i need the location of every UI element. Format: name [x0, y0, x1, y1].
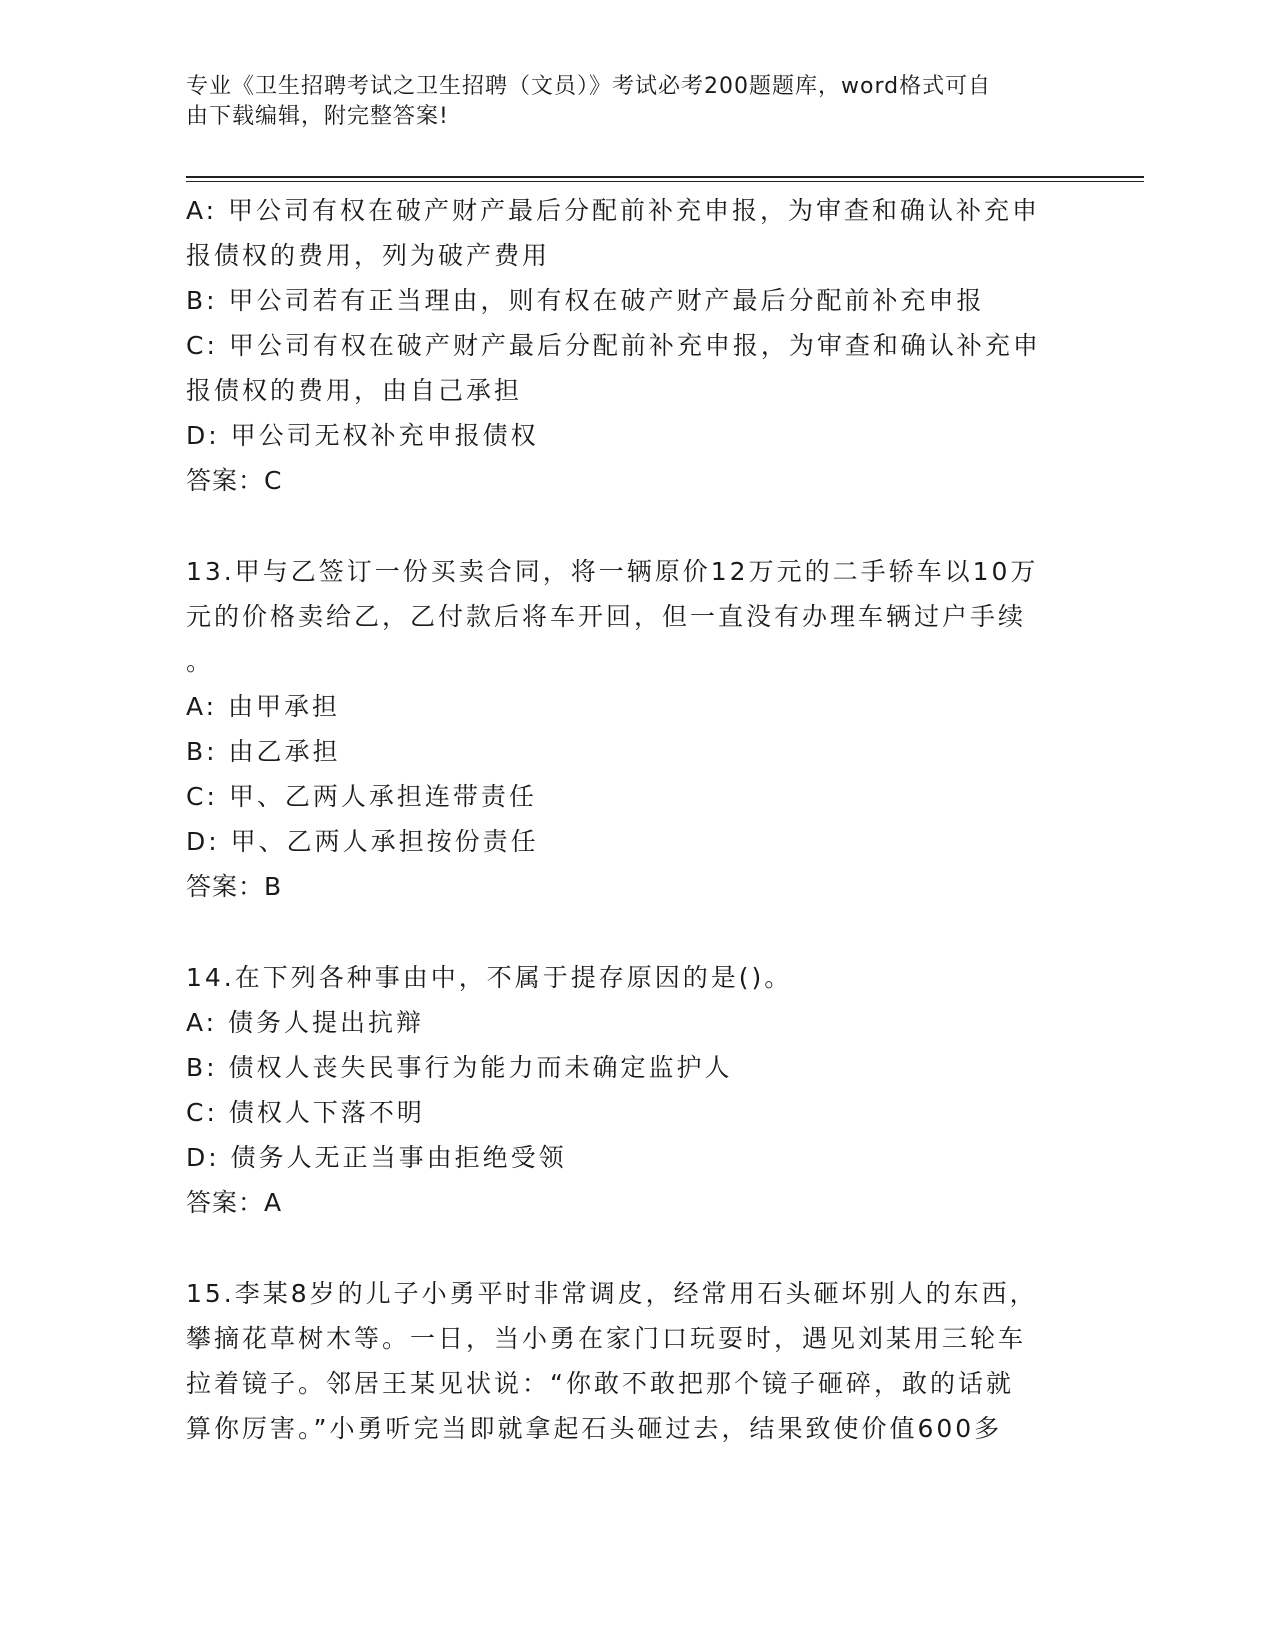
q14-option-d: D: 债务人无正当事由拒绝受领 — [186, 1143, 567, 1172]
q12-option-a-line-1: A: 甲公司有权在破产财产最后分配前补充申报，为审查和确认补充申 — [186, 196, 1041, 225]
q12-option-b: B: 甲公司若有正当理由，则有权在破产财产最后分配前补充申报 — [186, 286, 985, 315]
header-divider-thick — [186, 176, 1144, 178]
q13-stem-line-2: 元的价格卖给乙，乙付款后将车开回，但一直没有办理车辆过户手续 — [186, 602, 1027, 631]
q13-option-b: B: 由乙承担 — [186, 737, 341, 766]
q12-option-a-line-2: 报债权的费用，列为破产费用 — [186, 241, 551, 270]
document-body — [186, 188, 1086, 1451]
q14-stem: 14.在下列各种事由中，不属于提存原因的是()。 — [186, 963, 793, 992]
question-12 — [186, 188, 1086, 503]
q13-option-d: D: 甲、乙两人承担按份责任 — [186, 827, 539, 856]
q13-stem-line-1: 13.甲与乙签订一份买卖合同，将一辆原价12万元的二手轿车以10万 — [186, 557, 1039, 586]
document-header — [186, 72, 1086, 132]
q14-answer: 答案：A — [186, 1188, 283, 1217]
q12-option-c-line-1: C: 甲公司有权在破产财产最后分配前补充申报，为审查和确认补充申 — [186, 331, 1041, 360]
q12-option-c-line-2: 报债权的费用，由自己承担 — [186, 376, 523, 405]
q13-option-a: A: 由甲承担 — [186, 692, 341, 721]
header-line-2: 由下载编辑，附完整答案! — [186, 104, 449, 129]
header-line-1: 专业《卫生招聘考试之卫生招聘（文员）》考试必考200题题库，word格式可自 — [186, 74, 992, 99]
question-13 — [186, 549, 1086, 909]
header-divider-thin — [186, 181, 1144, 182]
q12-option-d: D: 甲公司无权补充申报债权 — [186, 421, 539, 450]
q13-stem-line-3: 。 — [186, 647, 215, 676]
q15-stem-line-4: 算你厉害。”小勇听完当即就拿起石头砸过去，结果致使价值600多 — [186, 1414, 1003, 1443]
q13-option-c: C: 甲、乙两人承担连带责任 — [186, 782, 537, 811]
q14-option-c: C: 债权人下落不明 — [186, 1098, 425, 1127]
q12-answer: 答案：C — [186, 466, 283, 495]
q14-option-b: B: 债权人丧失民事行为能力而未确定监护人 — [186, 1053, 733, 1082]
q15-stem-line-1: 15.李某8岁的儿子小勇平时非常调皮，经常用石头砸坏别人的东西， — [186, 1279, 1038, 1308]
q14-option-a: A: 债务人提出抗辩 — [186, 1008, 425, 1037]
q13-answer: 答案：B — [186, 872, 283, 901]
q15-stem-line-3: 拉着镜子。邻居王某见状说：“你敢不敢把那个镜子砸碎，敢的话就 — [186, 1369, 1014, 1398]
question-15 — [186, 1271, 1086, 1451]
question-14 — [186, 955, 1086, 1225]
q15-stem-line-2: 攀摘花草树木等。一日，当小勇在家门口玩耍时，遇见刘某用三轮车 — [186, 1324, 1027, 1353]
